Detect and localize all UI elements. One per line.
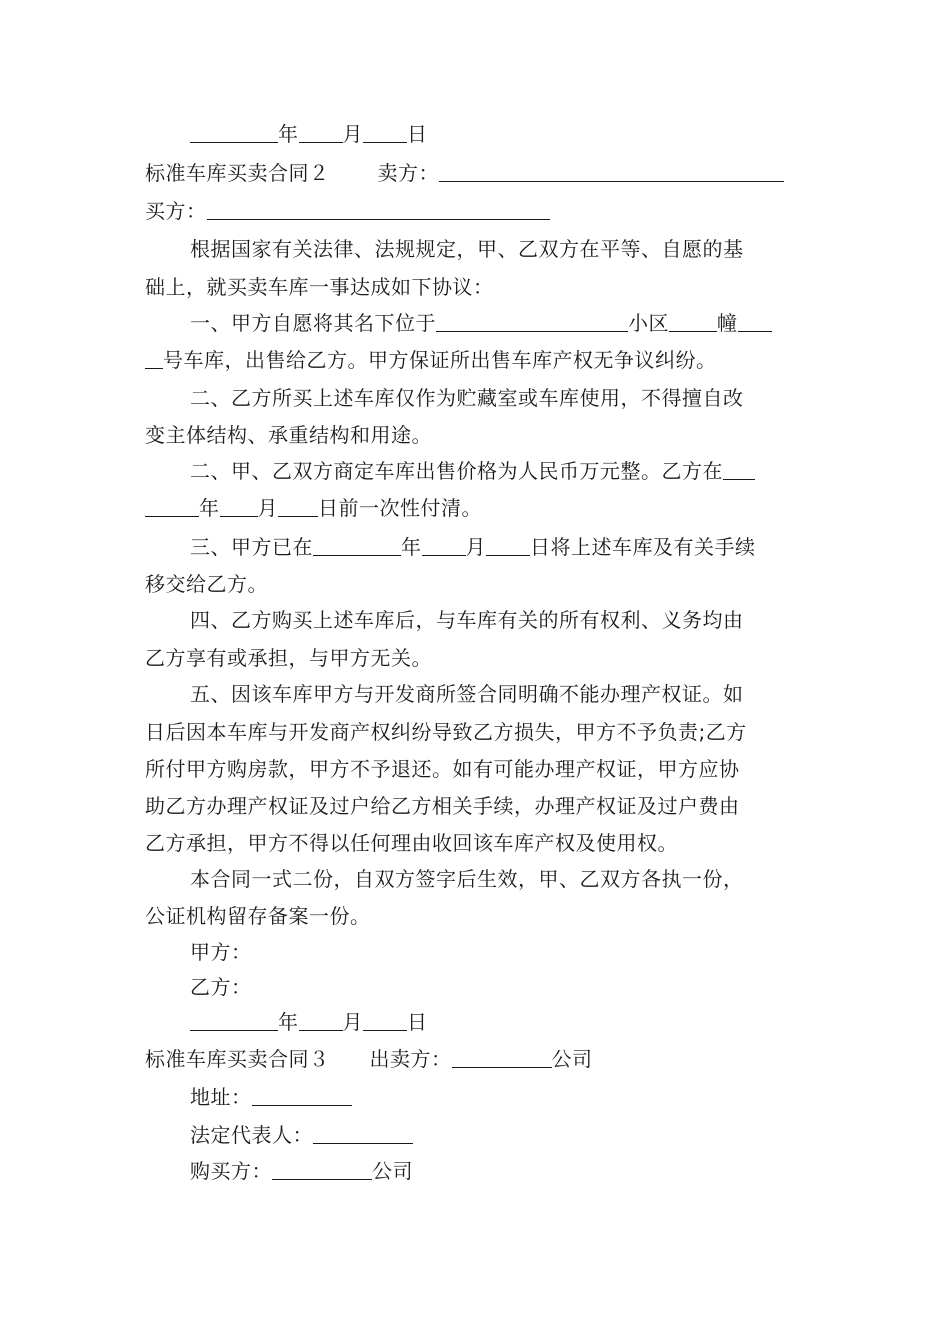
seller-company-blank: [452, 1041, 552, 1068]
clause6-line-2: 日后因本车库与开发商产权纠纷导致乙方损失，甲方不予负责;乙方: [145, 720, 747, 744]
clause3-line-1: [190, 452, 810, 490]
month-label: 月: [342, 122, 363, 146]
buyer-company-line: [190, 1152, 810, 1190]
clause3-text: 二、甲、乙双方商定车库出售价格为人民币万元整。乙方在: [190, 459, 723, 483]
party-b-signature: 乙方：: [190, 975, 252, 999]
handover-year-blank: [313, 529, 401, 556]
handover-year-label: 年: [401, 535, 422, 559]
contract3-title-line: [145, 1040, 810, 1078]
clause4-end: 日将上述车库及有关手续: [530, 535, 756, 559]
contract2-title-line: [145, 154, 810, 192]
address-blank: [252, 1079, 352, 1106]
clause2-line-2: 变主体结构、承重结构和用途。: [145, 423, 432, 447]
pay-month-blank: [220, 490, 258, 517]
month-label: 月: [342, 1010, 363, 1034]
seller-blank: [439, 155, 784, 182]
date-line: [190, 115, 810, 153]
clause1-line-2: [145, 341, 810, 379]
number-blank-cont: [145, 342, 163, 369]
building-blank: [669, 305, 717, 332]
year-label: 年: [278, 1010, 299, 1034]
month-blank: [299, 1004, 343, 1031]
date-line-2: [190, 1003, 810, 1041]
address-line: [190, 1078, 810, 1116]
year-blank: [190, 1004, 278, 1031]
handover-month-label: 月: [465, 535, 486, 559]
buyer-label: 购买方：: [190, 1159, 272, 1183]
year-blank: [190, 116, 278, 143]
buyer-company-blank: [272, 1153, 372, 1180]
day-label: 日: [407, 122, 428, 146]
intro-line-1: 根据国家有关法律、法规规定，甲、乙双方在平等、自愿的基: [190, 237, 744, 261]
year-label: 年: [278, 122, 299, 146]
seller-label: 卖方：: [377, 161, 439, 185]
pay-year-blank: [723, 453, 755, 480]
contract2-title: 标准车库买卖合同２: [145, 161, 330, 185]
buyer-line: [145, 192, 810, 230]
day-label: 日: [407, 1010, 428, 1034]
location-blank: [436, 305, 628, 332]
clause6-line-4: 助乙方办理产权证及过户给乙方相关手续，办理产权证及过户费由: [145, 794, 740, 818]
clause4-line-2: 移交给乙方。: [145, 572, 268, 596]
clause3-line-2: [145, 489, 810, 527]
number-blank: [738, 305, 772, 332]
buyer-company-suffix: 公司: [372, 1159, 413, 1183]
clause1-text: 一、甲方自愿将其名下位于: [190, 311, 436, 335]
clause7-line-1: 本合同一式二份，自双方签字后生效，甲、乙双方各执一份，: [190, 867, 744, 891]
address-label: 地址：: [190, 1085, 252, 1109]
clause5-line-2: 乙方享有或承担，与甲方无关。: [145, 646, 432, 670]
buyer-blank: [207, 193, 550, 220]
clause1-line-1: [190, 304, 810, 342]
clause4-text: 三、甲方已在: [190, 535, 313, 559]
clause6-line-5: 乙方承担，甲方不得以任何理由收回该车库产权及使用权。: [145, 831, 678, 855]
seller-label: 出卖方：: [369, 1047, 452, 1071]
party-a-signature: 甲方：: [190, 940, 252, 964]
clause6-line-3: 所付甲方购房款，甲方不予退还。如有可能办理产权证，甲方应协: [145, 757, 740, 781]
clause7-line-2: 公证机构留存备案一份。: [145, 904, 371, 928]
clause1-text-2: 号车库，出售给乙方。甲方保证所出售车库产权无争议纠纷。: [163, 348, 717, 372]
day-blank: [363, 1004, 407, 1031]
intro-line-2: 础上，就买卖车库一事达成如下协议：: [145, 275, 494, 299]
buyer-label: 买方：: [145, 199, 207, 223]
clause6-line-1: 五、因该车库甲方与开发商所签合同明确不能办理产权证。如: [190, 682, 744, 706]
clause2-line-1: 二、乙方所买上述车库仅作为贮藏室或车库使用，不得擅自改: [190, 386, 744, 410]
building-label: 幢: [717, 311, 738, 335]
pay-day-blank: [278, 490, 318, 517]
legal-rep-blank: [313, 1117, 413, 1144]
contract3-title: 标准车库买卖合同３: [145, 1047, 330, 1071]
clause5-line-1: 四、乙方购买上述车库后，与车库有关的所有权利、义务均由: [190, 608, 744, 632]
day-blank: [363, 116, 407, 143]
pay-year-label: 年: [199, 496, 220, 520]
pay-year-blank-cont: [145, 490, 199, 517]
month-blank: [299, 116, 343, 143]
district-label: 小区: [628, 311, 669, 335]
clause3-end: 日前一次性付清。: [318, 496, 482, 520]
handover-day-blank: [486, 529, 530, 556]
pay-month-label: 月: [257, 496, 278, 520]
seller-company-suffix: 公司: [551, 1047, 593, 1071]
legal-rep-line: [190, 1116, 810, 1154]
clause4-line-1: [190, 528, 810, 566]
handover-month-blank: [422, 529, 466, 556]
legal-rep-label: 法定代表人：: [190, 1123, 313, 1147]
